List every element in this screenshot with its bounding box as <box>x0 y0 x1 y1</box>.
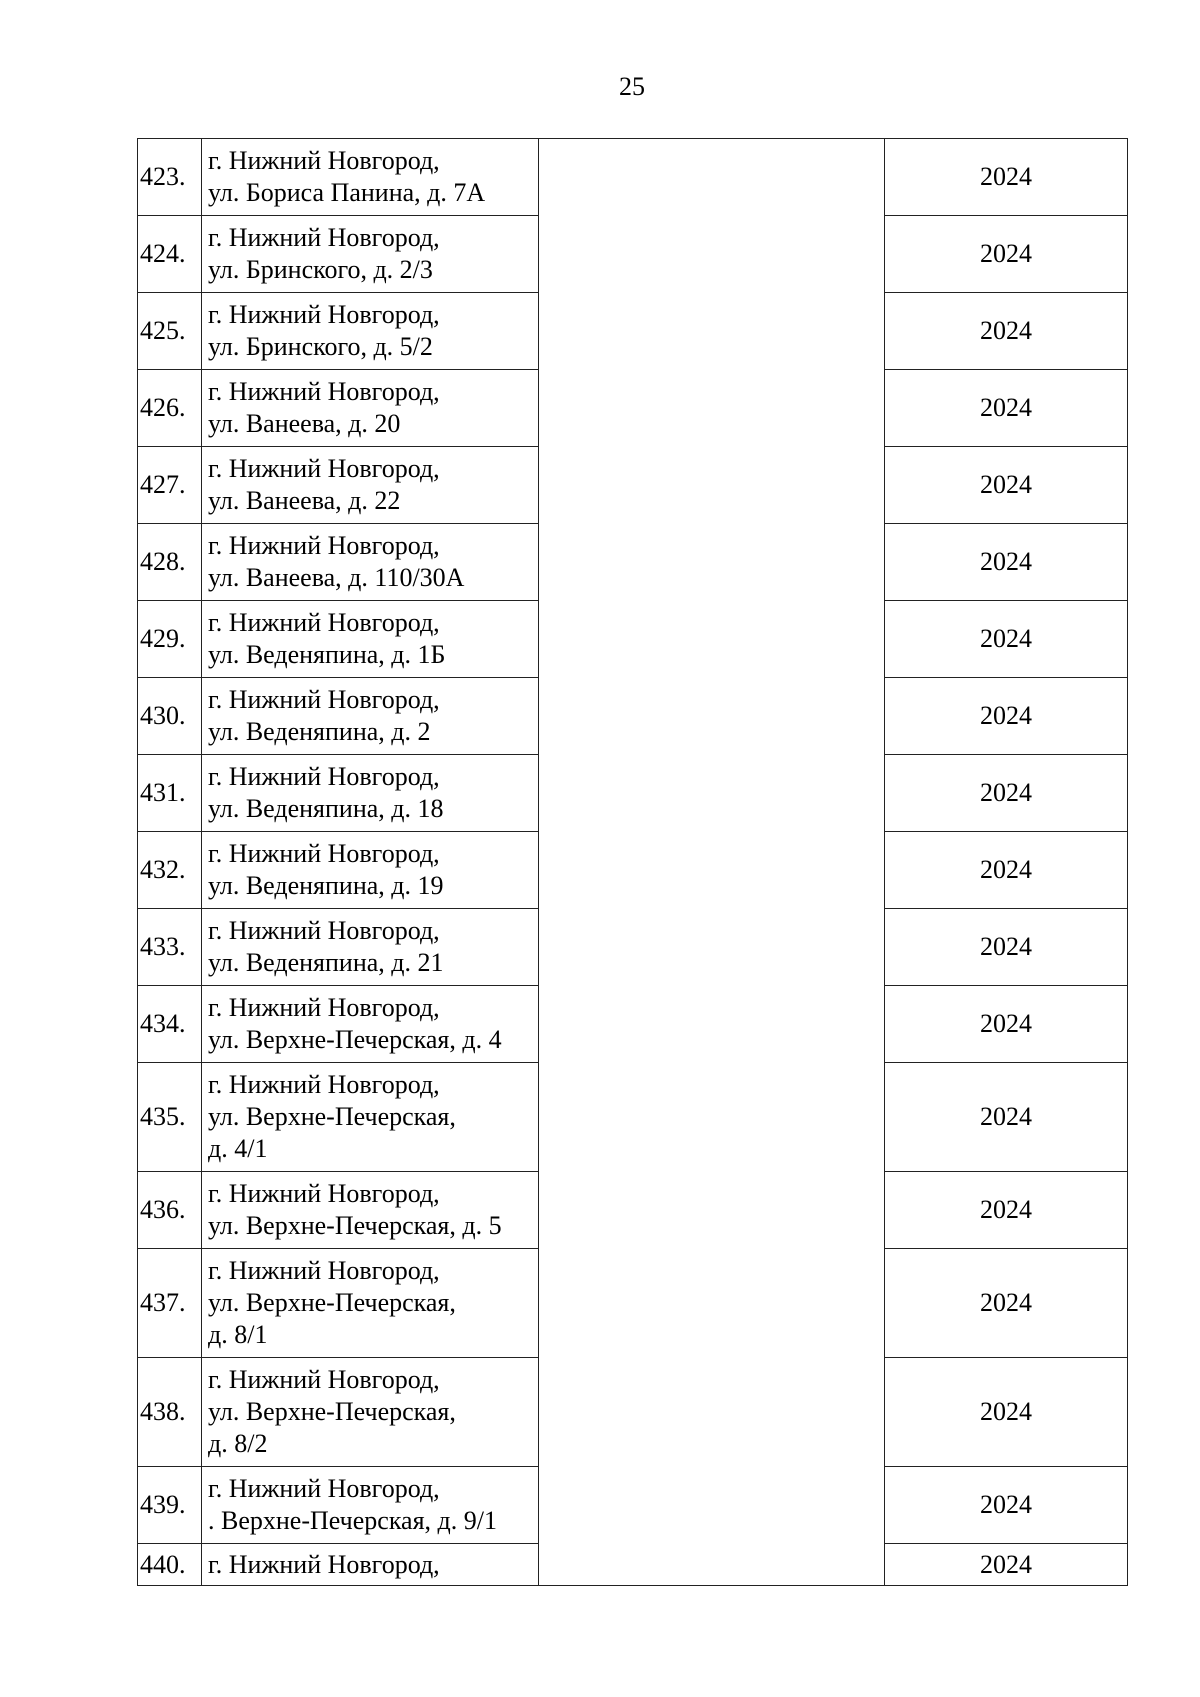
address-cell <box>202 1544 539 1586</box>
row-number: 427. <box>138 447 202 524</box>
address-line: г. Нижний Новгород, <box>208 531 440 560</box>
address-cell <box>202 909 539 986</box>
year-cell: 2024 <box>885 678 1128 755</box>
address-cell <box>202 986 539 1063</box>
address-line: г. Нижний Новгород, <box>208 1070 440 1099</box>
address-line: д. 8/2 <box>208 1429 268 1458</box>
address-line: ул. Верхне-Печерская, <box>208 1397 456 1426</box>
address-cell <box>202 139 539 216</box>
address-line: г. Нижний Новгород, <box>208 762 440 791</box>
address-cell <box>202 216 539 293</box>
address-line: г. Нижний Новгород, <box>208 993 440 1022</box>
address-cell <box>202 1063 539 1172</box>
address-line: ул. Бринского, д. 5/2 <box>208 332 433 361</box>
address-line: г. Нижний Новгород, <box>208 1256 440 1285</box>
address-line: г. Нижний Новгород, <box>208 377 440 406</box>
year-cell: 2024 <box>885 370 1128 447</box>
address-line: д. 8/1 <box>208 1320 268 1349</box>
address-line: г. Нижний Новгород, <box>208 300 440 329</box>
year-cell: 2024 <box>885 139 1128 216</box>
address-line: г. Нижний Новгород, <box>208 685 440 714</box>
row-number: 430. <box>138 678 202 755</box>
row-number: 431. <box>138 755 202 832</box>
year-cell: 2024 <box>885 447 1128 524</box>
table-body <box>138 139 1128 1586</box>
year-cell: 2024 <box>885 1249 1128 1358</box>
year-cell: 2024 <box>885 1467 1128 1544</box>
row-number: 437. <box>138 1249 202 1358</box>
address-line: ул. Бринского, д. 2/3 <box>208 255 433 284</box>
year-cell: 2024 <box>885 832 1128 909</box>
address-cell <box>202 601 539 678</box>
address-cell <box>202 832 539 909</box>
address-line: г. Нижний Новгород, <box>208 454 440 483</box>
address-table <box>137 138 1128 1586</box>
address-line: ул. Веденяпина, д. 18 <box>208 794 444 823</box>
address-line: г. Нижний Новгород, <box>208 608 440 637</box>
address-line: ул. Ванеева, д. 110/30А <box>208 563 465 592</box>
year-cell: 2024 <box>885 293 1128 370</box>
row-number: 433. <box>138 909 202 986</box>
address-cell <box>202 1467 539 1544</box>
address-cell <box>202 447 539 524</box>
row-number: 436. <box>138 1172 202 1249</box>
table-row <box>138 139 1128 216</box>
address-cell <box>202 524 539 601</box>
year-cell: 2024 <box>885 524 1128 601</box>
year-cell: 2024 <box>885 601 1128 678</box>
address-line: ул. Верхне-Печерская, <box>208 1102 456 1131</box>
address-line: г. Нижний Новгород, <box>208 839 440 868</box>
address-line: ул. Веденяпина, д. 19 <box>208 871 444 900</box>
address-line: ул. Бориса Панина, д. 7А <box>208 178 486 207</box>
row-number: 435. <box>138 1063 202 1172</box>
address-line: ул. Веденяпина, д. 1Б <box>208 640 446 669</box>
year-cell: 2024 <box>885 1063 1128 1172</box>
year-cell: 2024 <box>885 986 1128 1063</box>
page-number: 25 <box>619 72 645 101</box>
address-line: г. Нижний Новгород, <box>208 1365 440 1394</box>
address-cell <box>202 1358 539 1467</box>
merged-empty-column <box>539 139 885 1586</box>
address-line: ул. Ванеева, д. 20 <box>208 409 401 438</box>
row-number: 434. <box>138 986 202 1063</box>
address-line: г. Нижний Новгород, <box>208 146 440 175</box>
row-number: 423. <box>138 139 202 216</box>
address-line: г. Нижний Новгород, <box>208 1474 440 1503</box>
row-number: 432. <box>138 832 202 909</box>
row-number: 438. <box>138 1358 202 1467</box>
address-line: г. Нижний Новгород, <box>208 223 440 252</box>
address-line: ул. Ванеева, д. 22 <box>208 486 401 515</box>
row-number: 440. <box>138 1544 202 1586</box>
address-cell <box>202 755 539 832</box>
address-cell <box>202 370 539 447</box>
address-cell <box>202 678 539 755</box>
address-line: ул. Верхне-Печерская, <box>208 1288 456 1317</box>
address-line: . Верхне-Печерская, д. 9/1 <box>208 1506 498 1535</box>
year-cell: 2024 <box>885 1358 1128 1467</box>
row-number: 439. <box>138 1467 202 1544</box>
address-line: ул. Верхне-Печерская, д. 4 <box>208 1025 502 1054</box>
row-number: 424. <box>138 216 202 293</box>
address-cell <box>202 293 539 370</box>
year-cell: 2024 <box>885 1544 1128 1586</box>
row-number: 429. <box>138 601 202 678</box>
address-line: ул. Веденяпина, д. 21 <box>208 948 444 977</box>
address-cell <box>202 1249 539 1358</box>
year-cell: 2024 <box>885 755 1128 832</box>
address-line: г. Нижний Новгород, <box>208 1549 440 1579</box>
row-number: 428. <box>138 524 202 601</box>
address-line: д. 4/1 <box>208 1134 268 1163</box>
year-cell: 2024 <box>885 909 1128 986</box>
address-cell <box>202 1172 539 1249</box>
address-line: г. Нижний Новгород, <box>208 916 440 945</box>
address-line: ул. Веденяпина, д. 2 <box>208 717 431 746</box>
year-cell: 2024 <box>885 216 1128 293</box>
year-cell: 2024 <box>885 1172 1128 1249</box>
address-line: г. Нижний Новгород, <box>208 1179 440 1208</box>
row-number: 426. <box>138 370 202 447</box>
address-line: ул. Верхне-Печерская, д. 5 <box>208 1211 502 1240</box>
row-number: 425. <box>138 293 202 370</box>
